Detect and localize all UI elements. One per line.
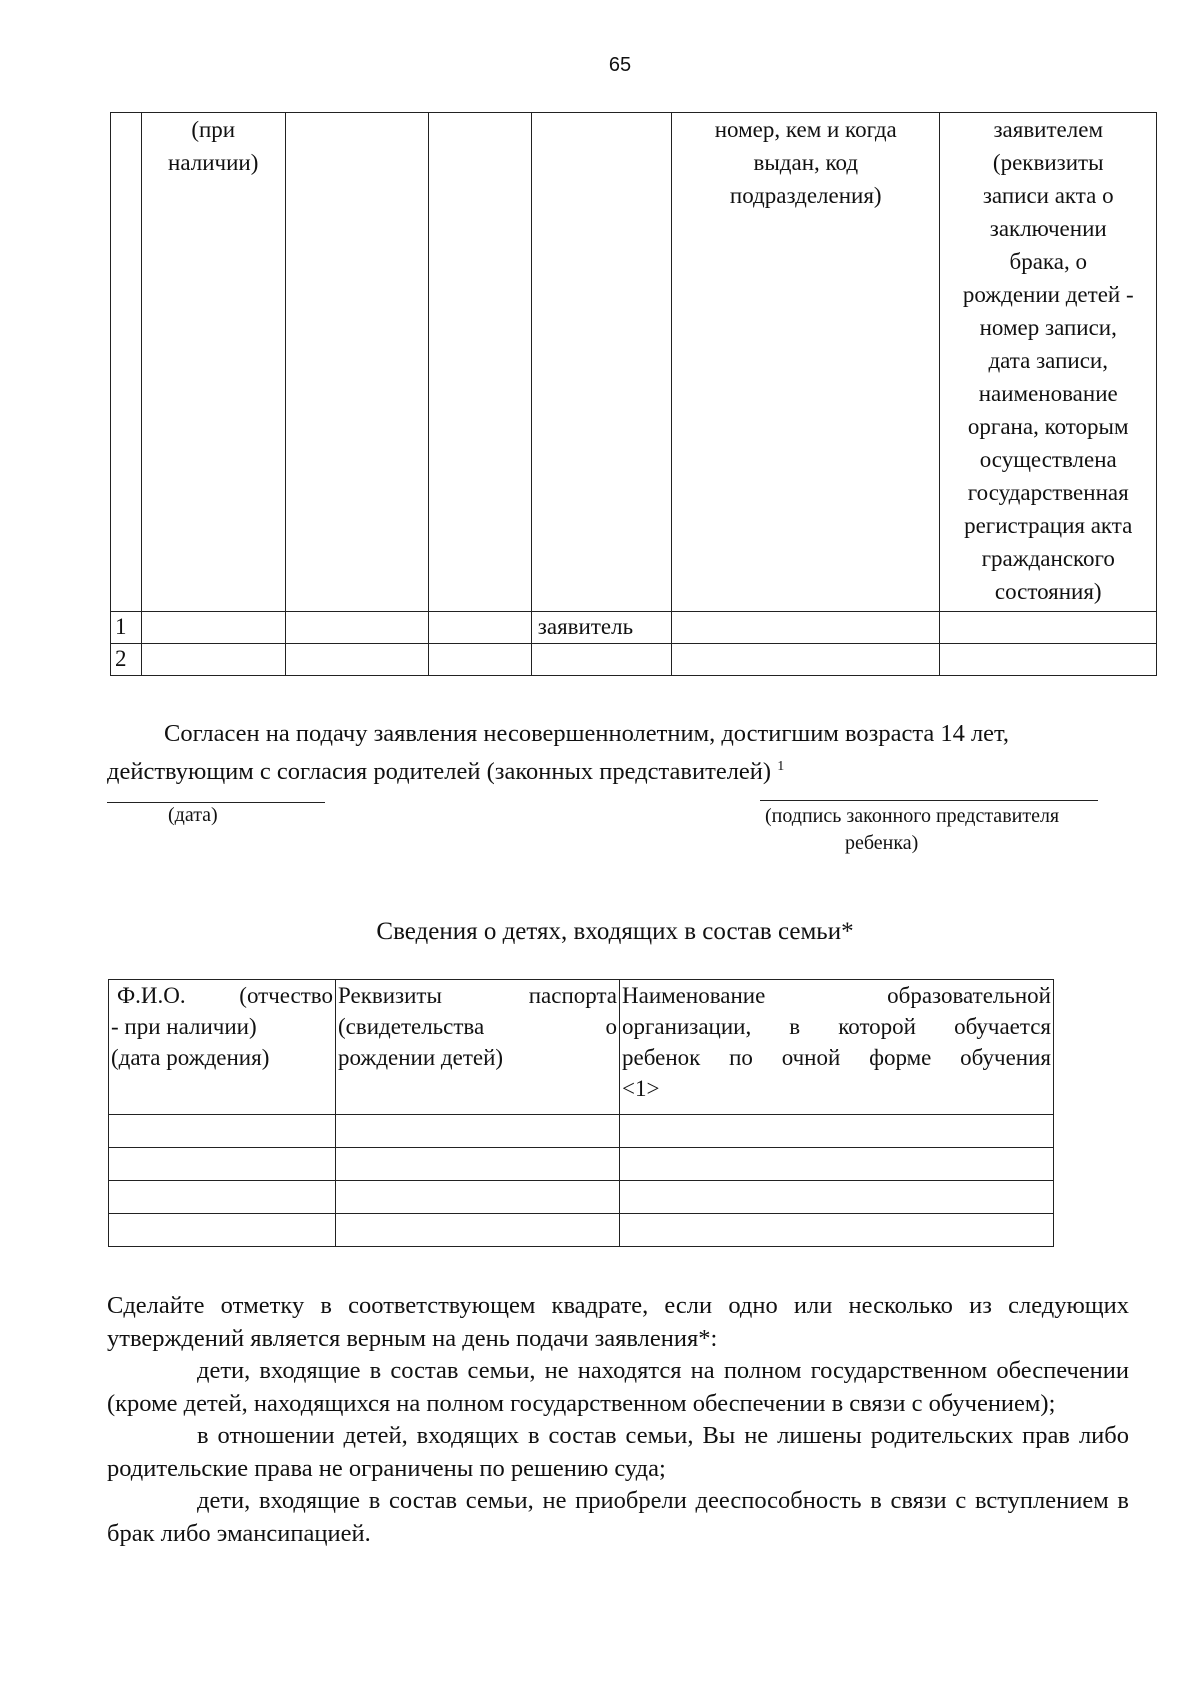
header-fio: Ф.И.О. (отчество - при наличии) (дата рождения) <box>109 980 336 1115</box>
children-table <box>108 979 1054 1247</box>
table-cell[interactable] <box>336 1148 620 1181</box>
header-cell-3 <box>285 113 429 612</box>
table-cell[interactable] <box>141 612 285 644</box>
table-cell[interactable] <box>429 612 532 644</box>
page-number: 65 <box>608 54 632 76</box>
header-cell-act-record: заявителем (реквизиты записи акта о заключении брака, о рождении детей - номер записи, дата записи, наименование органа, которым осуществлена государственная регистрация акта гражданского состояния) <box>940 113 1157 612</box>
footnote-mark: 1 <box>777 759 785 774</box>
statements-intro: Сделайте отметку в соответствующем квадрате, если одно или несколько из следующих утверждений является верным на день подачи заявления*: <box>107 1292 1129 1352</box>
row-role: заявитель <box>531 612 671 644</box>
header-cell-5 <box>531 113 671 612</box>
table-cell[interactable] <box>620 1214 1054 1247</box>
table-cell[interactable] <box>141 644 285 676</box>
header-cell-4 <box>429 113 532 612</box>
table-header-row <box>109 980 1054 1115</box>
table-row <box>109 1214 1054 1247</box>
table-cell[interactable] <box>336 1115 620 1148</box>
table-cell[interactable] <box>109 1115 336 1148</box>
table-cell[interactable] <box>285 612 429 644</box>
table-cell[interactable] <box>109 1181 336 1214</box>
table-cell[interactable] <box>620 1181 1054 1214</box>
header-school: Наименование образовательной организации, в которой обучается ребенок по очной форме обучения <1> <box>620 980 1054 1115</box>
statement-item-3[interactable]: дети, входящие в состав семьи, не приобрели дееспособность в связи с вступлением в брак либо эмансипацией. <box>107 1487 1129 1547</box>
applicant-table <box>110 112 1157 676</box>
table-cell[interactable] <box>336 1181 620 1214</box>
consent-text: Согласен на подачу заявления несовершеннолетним, достигшим возраста 14 лет, действующим с согласия родителей (законных представителей) $^1$ <box>107 720 1010 786</box>
section-title: Сведения о детях, входящих в состав семьи* <box>376 918 854 945</box>
table-cell[interactable] <box>672 612 940 644</box>
header-cell-document: номер, кем и когда выдан, код подразделения) <box>672 113 940 612</box>
row-number: 1 <box>111 612 142 644</box>
table-header-row <box>111 113 1157 612</box>
table-cell[interactable] <box>109 1148 336 1181</box>
row-role <box>531 644 671 676</box>
table-row <box>109 1148 1054 1181</box>
signature-label: (подпись законного представителя ребенка) <box>765 805 1060 854</box>
statement-item-2[interactable]: в отношении детей, входящих в состав семьи, Вы не лишены родительских прав либо родительские права не ограничены по решению суда; <box>107 1422 1129 1482</box>
date-label: (дата) <box>168 804 218 826</box>
statement-item-1[interactable]: дети, входящие в состав семьи, не находятся на полном государственном обеспечении (кроме детей, находящихся на полном государственном обеспечении в связи с обучением); <box>107 1357 1129 1417</box>
table-cell[interactable] <box>620 1148 1054 1181</box>
table-cell[interactable] <box>285 644 429 676</box>
table-cell[interactable] <box>429 644 532 676</box>
table-row <box>111 612 1157 644</box>
table-cell[interactable] <box>620 1115 1054 1148</box>
table-cell[interactable] <box>940 644 1157 676</box>
header-docs: Реквизиты паспорта (свидетельства о рождении детей) <box>336 980 620 1115</box>
statements <box>107 1290 1129 1550</box>
table-row <box>109 1181 1054 1214</box>
table-cell[interactable] <box>940 612 1157 644</box>
table-cell[interactable] <box>336 1214 620 1247</box>
table-cell[interactable] <box>109 1214 336 1247</box>
table-row <box>109 1115 1054 1148</box>
header-cell-patronymic: (при наличии) <box>141 113 285 612</box>
table-row <box>111 644 1157 676</box>
signature-line[interactable] <box>760 800 1098 801</box>
table-cell[interactable] <box>672 644 940 676</box>
header-cell-number <box>111 113 142 612</box>
row-number: 2 <box>111 644 142 676</box>
